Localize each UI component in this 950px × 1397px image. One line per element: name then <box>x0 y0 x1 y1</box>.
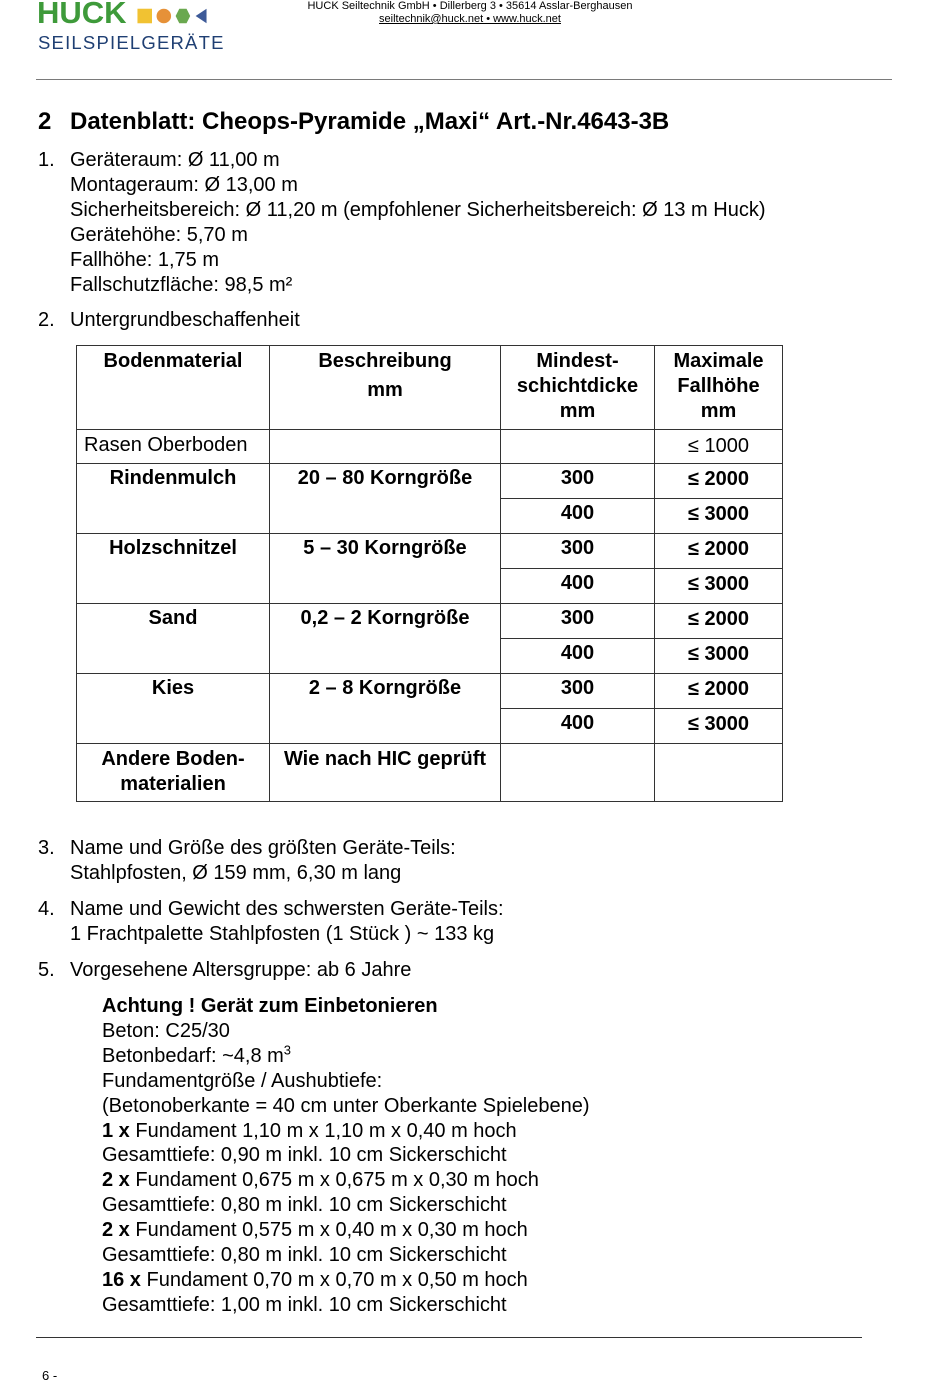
cell-dicke: 300 <box>501 534 655 569</box>
section-number: 4. <box>38 898 55 920</box>
concrete-top-note: (Betonoberkante = 40 cm unter Oberkante Spielebene) <box>102 1094 590 1117</box>
logo-subtitle: SEILSPIELGERÄTE <box>38 32 225 53</box>
section-number: 5. <box>38 959 55 981</box>
section-number: 1. <box>38 149 55 171</box>
text-line: Name und Größe des größten Geräte-Teils: <box>70 837 456 859</box>
cell-material: Sand <box>77 604 270 674</box>
cell-material: Andere Boden- materialien <box>77 744 270 802</box>
cell-empty <box>501 430 655 464</box>
dim-line-sicherheitsbereich: Sicherheitsbereich: Ø 11,20 m (empfohlener Sicherheitsbereich: Ø 13 m Huck) <box>70 199 766 221</box>
cell-max: ≤ 3000 <box>655 709 783 744</box>
dim-line-geraetehoehe: Gerätehöhe: 5,70 m <box>70 224 248 246</box>
cell-dicke: 300 <box>501 674 655 709</box>
dim-line-geraeteraum: Geräteraum: Ø 11,00 m <box>70 149 280 171</box>
foundation-notes <box>102 994 590 1318</box>
company-line: HUCK Seiltechnik GmbH • Dillerberg 3 • 35614 Asslar-Berghausen <box>307 0 633 12</box>
cell-beschreibung: 0,2 – 2 Korngröße <box>270 604 501 674</box>
title-number: 2 <box>38 108 52 135</box>
cell-beschreibung: Wie nach HIC geprüft <box>270 744 501 802</box>
page-number: 6 - <box>42 1368 58 1383</box>
cell-empty <box>501 744 655 802</box>
foundation-line: 1 x Fundament 1,10 m x 1,10 m x 0,40 m hoch <box>102 1119 517 1142</box>
cell-max: ≤ 2000 <box>655 464 783 499</box>
page-title <box>38 108 669 136</box>
company-address <box>300 0 640 26</box>
table-row <box>77 674 783 709</box>
table-row <box>77 604 783 639</box>
concrete-requirement: Betonbedarf: ~4,8 $m^3$ <box>102 1042 292 1067</box>
cell-material: Rindenmulch <box>77 464 270 534</box>
header-material: Bodenmaterial <box>77 346 270 430</box>
section-number: 3. <box>38 837 55 859</box>
table-row <box>77 534 783 569</box>
cell-beschreibung: 20 – 80 Korngröße <box>270 464 501 534</box>
dim-line-fallschutzflaeche: Fallschutzfläche: 98,5 m² <box>70 274 293 296</box>
huck-logo <box>37 0 267 56</box>
ground-material-table <box>76 345 783 802</box>
table-row <box>77 464 783 499</box>
cell-empty <box>655 744 783 802</box>
cell-empty <box>270 430 501 464</box>
cell-max: ≤ 3000 <box>655 499 783 534</box>
cell-dicke: 300 <box>501 604 655 639</box>
depth-line: Gesamttiefe: 0,80 m inkl. 10 cm Sickerschicht <box>102 1194 507 1217</box>
cell-max: ≤ 3000 <box>655 639 783 674</box>
cell-material: Holzschnitzel <box>77 534 270 604</box>
warning-heading: Achtung ! Gerät zum Einbetonieren <box>102 995 438 1017</box>
cell-material: Kies <box>77 674 270 744</box>
foundation-line: 2 x Fundament 0,675 m x 0,675 m x 0,30 m hoch <box>102 1169 539 1192</box>
cell-beschreibung: 5 – 30 Korngröße <box>270 534 501 604</box>
cell-max: ≤ 2000 <box>655 674 783 709</box>
cell-material: Rasen Oberboden <box>77 430 270 464</box>
depth-line: Gesamttiefe: 1,00 m inkl. 10 cm Sickerschicht <box>102 1293 507 1316</box>
text-line: Name und Gewicht des schwersten Geräte-Teils: <box>70 898 504 920</box>
table-row <box>77 744 783 802</box>
cell-dicke: 400 <box>501 639 655 674</box>
cell-dicke: 400 <box>501 709 655 744</box>
foundation-line: 2 x Fundament 0,575 m x 0,40 m x 0,30 m hoch <box>102 1219 528 1242</box>
section-title: Untergrundbeschaffenheit <box>70 309 300 331</box>
depth-line: Gesamttiefe: 0,90 m inkl. 10 cm Sickerschicht <box>102 1144 507 1167</box>
table-row <box>77 430 783 464</box>
logo-shapes-icon <box>132 6 252 26</box>
dim-line-montageraum: Montageraum: Ø 13,00 m <box>70 174 298 196</box>
header-max-fallhoehe: Maximale Fallhöhe mm <box>655 346 783 430</box>
cell-max: ≤ 2000 <box>655 534 783 569</box>
cell-max: ≤ 1000 <box>655 430 783 464</box>
text-line: Vorgesehene Altersgruppe: ab 6 Jahre <box>70 959 412 981</box>
header-beschreibung: Beschreibung mm <box>270 346 501 430</box>
section-dimensions <box>38 148 766 298</box>
section-number: 2. <box>38 309 55 331</box>
cell-dicke: 300 <box>501 464 655 499</box>
text-line: Stahlpfosten, Ø 159 mm, 6,30 m lang <box>70 862 402 884</box>
footer-divider <box>36 1337 862 1338</box>
section-largest-part <box>38 836 456 886</box>
header-divider <box>36 79 892 80</box>
logo-wordmark: HUCK <box>37 0 127 30</box>
cell-beschreibung: 2 – 8 Korngröße <box>270 674 501 744</box>
section-heaviest-part <box>38 897 504 947</box>
concrete-grade: Beton: C25/30 <box>102 1019 230 1042</box>
cell-max: ≤ 3000 <box>655 569 783 604</box>
foundation-line: 16 x Fundament 0,70 m x 0,70 m x 0,50 m hoch <box>102 1268 528 1291</box>
table-header-row <box>77 346 783 430</box>
section-age-group <box>38 958 412 983</box>
section-ground <box>38 308 300 333</box>
title-text: Datenblatt: Cheops-Pyramide „Maxi“ Art.-Nr.4643-3B <box>70 108 670 135</box>
cell-dicke: 400 <box>501 499 655 534</box>
text-line: 1 Frachtpalette Stahlpfosten (1 Stück ) ~ 133 kg <box>70 923 495 945</box>
cell-max: ≤ 2000 <box>655 604 783 639</box>
depth-line: Gesamttiefe: 0,80 m inkl. 10 cm Sickerschicht <box>102 1244 507 1267</box>
cell-dicke: 400 <box>501 569 655 604</box>
header-mindestschichtdicke: Mindest- schichtdicke mm <box>501 346 655 430</box>
dim-line-fallhoehe: Fallhöhe: 1,75 m <box>70 249 219 271</box>
foundation-title: Fundamentgröße / Aushubtiefe: <box>102 1069 383 1092</box>
contact-links[interactable]: seiltechnik@huck.net • www.huck.net <box>379 13 561 25</box>
